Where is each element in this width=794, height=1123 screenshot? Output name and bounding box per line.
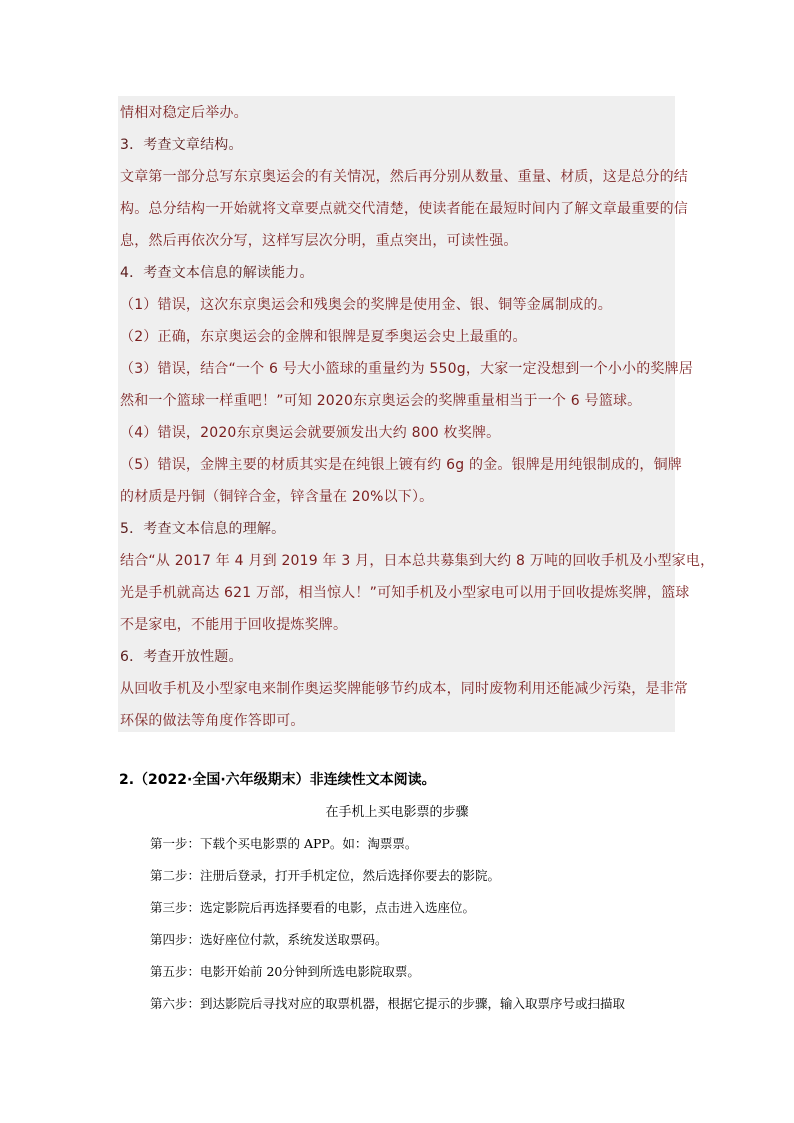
step-item: 第一步：下载个买电影票的 APP。如：淘票票。 xyxy=(150,836,418,851)
answer-line: 情相对稳定后举办。 xyxy=(120,105,248,121)
answer-line: 从回收手机及小型家电来制作奥运奖牌能够节约成本，同时废物利用还能减少污染，是非常 xyxy=(120,681,688,697)
answer-heading-3: 3．考查文章结构。 xyxy=(120,137,243,153)
answer-line: （2）正确，东京奥运会的金牌和银牌是夏季奥运会史上最重的。 xyxy=(120,329,527,345)
step-item: 第二步：注册后登录，打开手机定位，然后选择你要去的影院。 xyxy=(150,868,501,883)
answer-heading-4: 4．考查文本信息的解读能力。 xyxy=(120,265,314,281)
answer-line: 光是手机就高达 621 万部，相当惊人！”可知手机及小型家电可以用于回收提炼奖牌，篮球 xyxy=(120,585,690,601)
answer-line: 息，然后再依次分写，这样写层次分明，重点突出，可读性强。 xyxy=(120,233,518,249)
answer-line: 然和一个篮球一样重吧！”可知 2020东京奥运会的奖牌重量相当于一个 6 号篮球。 xyxy=(120,393,642,409)
step-item: 第四步：选好座位付款，系统发送取票码。 xyxy=(150,932,388,947)
answer-line: （5）错误，金牌主要的材质其实是在纯银上镀有约 6g 的金。银牌是用纯银制成的，铜牌 xyxy=(120,457,682,473)
step-item: 第五步：电影开始前 20分钟到所选电影院取票。 xyxy=(150,964,420,979)
answer-heading-6: 6．考查开放性题。 xyxy=(120,649,243,665)
answer-line: 环保的做法等角度作答即可。 xyxy=(120,713,305,729)
answer-line: 不是家电，不能用于回收提炼奖牌。 xyxy=(120,617,348,633)
answer-line: （4）错误，2020东京奥运会就要颁发出大约 800 枚奖牌。 xyxy=(120,425,501,441)
step-item: 第六步：到达影院后寻找对应的取票机器，根据它提示的步骤，输入取票序号或扫描取 xyxy=(150,996,626,1011)
answer-line: 的材质是丹铜（铜锌合金，锌含量在 20%以下）。 xyxy=(120,489,434,505)
answer-heading-5: 5．考查文本信息的理解。 xyxy=(120,521,286,537)
question-2-title: 2.（2022·全国·六年级期末）非连续性文本阅读。 xyxy=(119,772,436,788)
article-title: 在手机上买电影票的步骤 xyxy=(325,805,469,820)
answer-analysis-box xyxy=(118,96,715,732)
answer-line: 文章第一部分总写东京奥运会的有关情况，然后再分别从数量、重量、材质，这是总分的结 xyxy=(120,169,688,185)
answer-line: 构。总分结构一开始就将文章要点就交代清楚，使读者能在最短时间内了解文章最重要的信 xyxy=(120,201,688,217)
answer-line: 结合“从 2017 年 4 月到 2019 年 3 月，日本总共募集到大约 8 万吨的回收手机及小型家电， xyxy=(120,553,715,569)
step-item: 第三步：选定影院后再选择要看的电影，点击进入选座位。 xyxy=(150,900,476,915)
answer-line: （1）错误，这次东京奥运会和残奥会的奖牌是使用金、银、铜等金属制成的。 xyxy=(120,297,612,313)
answer-line: （3）错误，结合“一个 6 号大小篮球的重量约为 550g，大家一定没想到一个小小的奖牌居 xyxy=(120,361,694,377)
